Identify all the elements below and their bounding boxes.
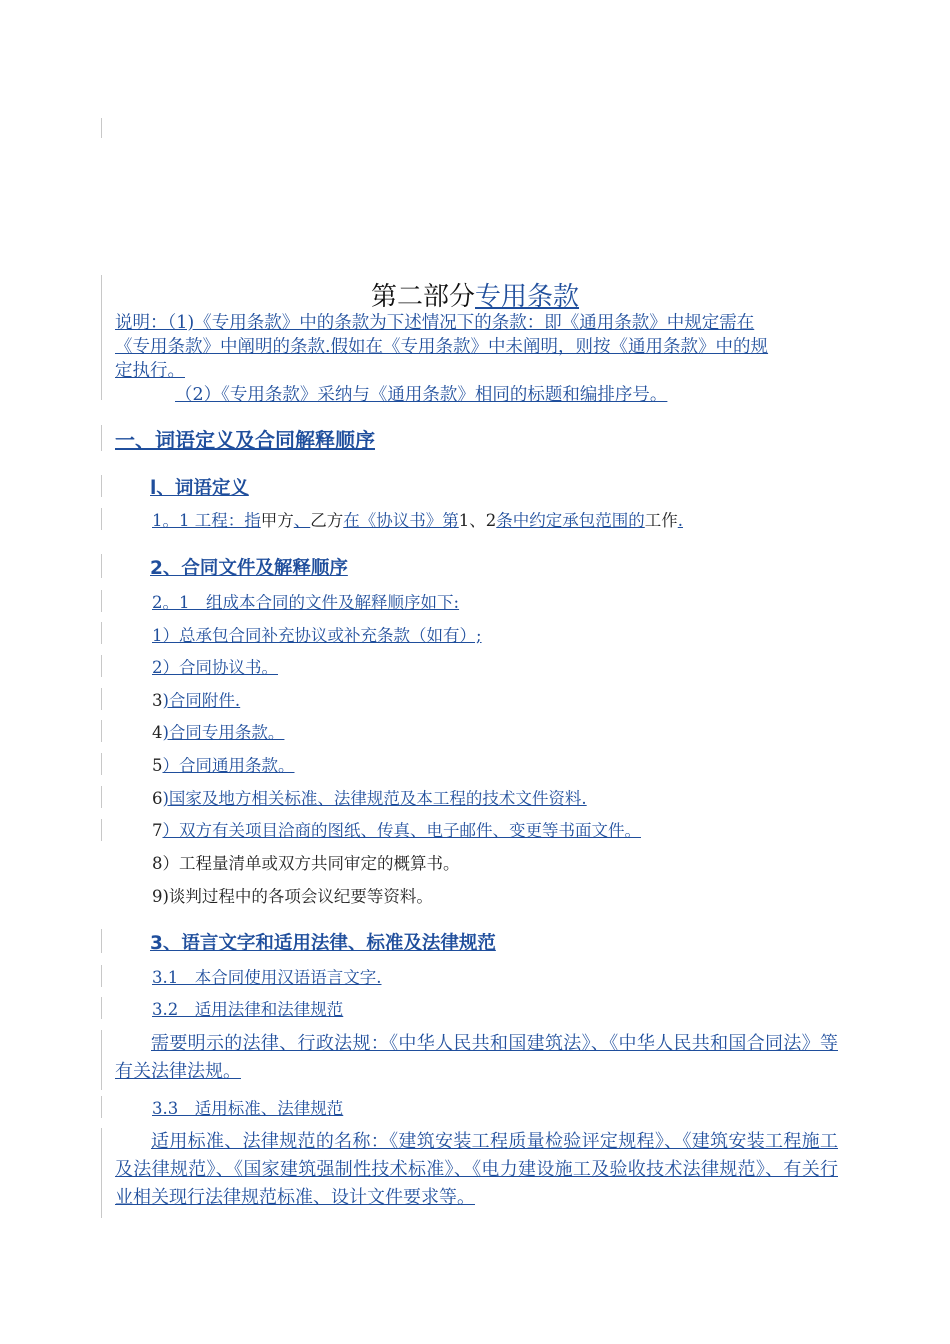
list-item — [152, 755, 838, 777]
list-text[interactable]: 1）总承包合同补充协议或补充条款（如有）; — [152, 626, 482, 645]
clause-text[interactable]: 3.1 本合同使用汉语语言文字. — [152, 968, 382, 987]
clause-1-1 — [152, 510, 838, 532]
change-bar — [101, 1128, 102, 1218]
list-text[interactable]: ）合同通用条款。 — [162, 756, 295, 775]
list-num: 8 — [152, 854, 163, 873]
section-heading[interactable]: 一、词语定义及合同解释顺序 — [115, 428, 375, 452]
change-bar — [101, 997, 102, 1019]
page-title — [0, 276, 950, 313]
title-prefix: 第二部分 — [370, 282, 475, 312]
list-text[interactable]: ）双方有关项目洽商的图纸、传真、电子邮件、变更等书面文件。 — [162, 821, 641, 840]
clause-3-3-body[interactable]: 适用标准、法律规范的名称：《建筑安装工程质量检验评定规程》、《建筑安装工程施工及法律规范》、《国家建筑强制性技术标准》、《电力建设施工及验收技术法律规范》、有关行业相关现行法律规范标准、设计文件要求等。 — [115, 1131, 838, 1208]
clause-text[interactable]: 3.3 适用标准、法律规范 — [152, 1099, 344, 1118]
list-text[interactable]: )国家及地方相关标准、法律规范及本工程的技术文件资料. — [162, 789, 587, 808]
list-num: 4 — [152, 723, 163, 742]
clause-text: 1、2 — [458, 511, 497, 530]
list-num: 9 — [152, 887, 163, 906]
subsection-heading[interactable]: 2、合同文件及解释顺序 — [150, 558, 348, 579]
change-bar — [101, 425, 102, 451]
note-block — [115, 311, 838, 407]
note-line[interactable]: 定执行。 — [115, 361, 185, 381]
list-text[interactable]: 2）合同协议书。 — [152, 658, 278, 677]
clause-3-2-body[interactable]: 需要明示的法律、行政法规：《中华人民共和国建筑法》、《中华人民共和国合同法》等有关法律法规。 — [115, 1033, 838, 1082]
list-text: ）工程量清单或双方共同审定的概算书。 — [162, 854, 460, 873]
subsection-heading[interactable]: 3、语言文字和适用法律、标准及法律规范 — [150, 933, 496, 954]
list-item — [152, 722, 838, 744]
clause-text: 工作 — [644, 511, 678, 530]
change-bar — [101, 1030, 102, 1090]
clause-text[interactable]: 条中约定承包范围的 — [496, 511, 645, 530]
change-bar — [101, 475, 102, 497]
list-num: 7 — [152, 821, 163, 840]
list-num: 3 — [152, 691, 163, 710]
clause-text: 甲方 — [260, 511, 294, 530]
change-bar — [101, 786, 102, 808]
clause-text[interactable]: 2。1 组成本合同的文件及解释顺序如下: — [152, 593, 460, 612]
list-item — [152, 820, 838, 842]
list-item — [152, 657, 838, 679]
clause-text[interactable]: 1。1 工程：指 — [152, 511, 261, 530]
change-bar — [101, 118, 102, 138]
change-bar — [101, 965, 102, 987]
list-text[interactable]: )合同专用条款。 — [162, 723, 285, 742]
list-item — [152, 886, 838, 908]
clause-text[interactable]: . — [677, 511, 683, 530]
change-bar — [101, 622, 102, 644]
change-bar — [101, 929, 102, 953]
list-item — [152, 853, 838, 875]
change-bar — [101, 590, 102, 612]
list-num: 6 — [152, 789, 163, 808]
title-link[interactable]: 专用条款 — [475, 282, 580, 312]
clause-text[interactable]: 3.2 适用法律和法律规范 — [152, 1000, 344, 1019]
change-bar — [101, 655, 102, 677]
clause-text[interactable]: 、 — [293, 511, 311, 530]
subsection-heading[interactable]: l、词语定义 — [150, 478, 249, 499]
clause-3-1 — [152, 967, 838, 989]
change-bar — [101, 688, 102, 710]
list-text: )谈判过程中的各项会议纪要等资料。 — [162, 887, 433, 906]
list-item — [152, 625, 838, 647]
clause-text: 乙方 — [310, 511, 344, 530]
change-bar — [101, 508, 102, 530]
clause-3-2 — [152, 999, 838, 1021]
clause-text[interactable]: 在《协议书》第 — [343, 511, 459, 530]
list-text[interactable]: )合同附件. — [162, 691, 241, 710]
change-bar — [101, 554, 102, 578]
note-line[interactable]: （2）《专用条款》采纳与《通用条款》相同的标题和编排序号。 — [175, 385, 668, 405]
change-bar — [101, 1096, 102, 1118]
note-line[interactable]: 说明：（1)《专用条款》中的条款为下述情况下的条款：即《通用条款》中规定需在 — [115, 313, 755, 333]
clause-3-3 — [152, 1098, 838, 1120]
list-item — [152, 788, 838, 810]
change-bar — [101, 753, 102, 775]
list-item — [152, 690, 838, 712]
note-line[interactable]: 《专用条款》中阐明的条款.假如在《专用条款》中未阐明，则按《通用条款》中的规 — [115, 337, 769, 357]
list-num: 5 — [152, 756, 163, 775]
clause-2-1 — [152, 592, 838, 614]
change-bar — [101, 720, 102, 742]
change-bar — [101, 819, 102, 841]
